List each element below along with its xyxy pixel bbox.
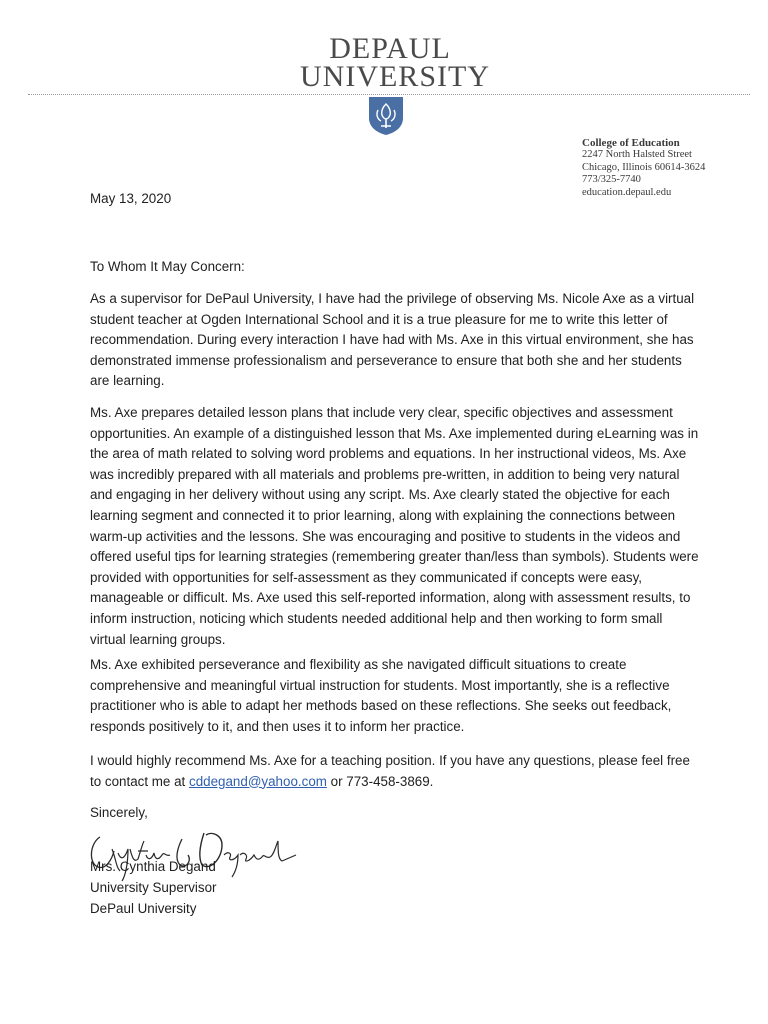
email-link[interactable]: cddegand@yahoo.com (189, 773, 327, 789)
signer-name: Mrs. Cynthia Degand (90, 859, 216, 874)
recommendation-text-start: I would highly recommend Ms. Axe for a teaching position. If you have any questions, please feel free to contact me at (90, 753, 690, 789)
paragraph-recommendation (90, 751, 700, 792)
signer-title: University Supervisor (90, 880, 217, 895)
letter-date: May 13, 2020 (90, 191, 172, 206)
letter-closing: Sincerely, (90, 805, 148, 820)
letterhead-divider (28, 94, 750, 95)
logo-depaul: DEPAUL (329, 32, 451, 65)
recommendation-text-end: or 773-458-3869. (326, 773, 434, 789)
college-phone: 773/325-7740 (582, 174, 641, 186)
college-website: education.depaul.edu (582, 186, 672, 198)
university-shield-icon (368, 96, 404, 136)
paragraph-perseverance: Ms. Axe exhibited perseverance and flexibility as she navigated difficult situations to create comprehensive and meaningful virtual instruction for students. Most importantly, she is a reflective practitioner who is able to adapt her methods based on these reflections. She seeks out feedback, responds positively to it, and then uses it to inform her practice. (90, 657, 672, 734)
signer-organization: DePaul University (90, 901, 197, 916)
paragraph-intro: As a supervisor for DePaul University, I have had the privilege of observing Ms. Nicole Axe as a virtual student teacher at Ogden International School and it is a true pleasure for me to write this letter of recommendation. During every interaction I have had with Ms. Axe in this virtual environment, she has demonstrated immense professionalism and perseverance to ensure that both she and her students are learning. (90, 291, 695, 389)
address-street: 2247 North Halsted Street (582, 149, 692, 161)
college-name: College of Education (582, 137, 680, 149)
letter-salutation: To Whom It May Concern: (90, 259, 245, 274)
paragraph-lesson-details: Ms. Axe prepares detailed lesson plans that include very clear, specific objectives and assessment opportunities. An example of a distinguished lesson that Ms. Axe implemented during eLearning was in the area of math related to solving word problems and equations. In her instructional videos, Ms. Axe was incredibly prepared with all materials and problems pre-written, in addition to being very natural and engaging in her delivery without using any script. Ms. Axe clearly stated the objective for each learning segment and connected it to prior learning, along with explaining the connections between warm-up activities and the lessons. She was encouraging and positive to students in the videos and offered useful tips for learning strategies (remembering greater than/less than symbols). Students were provided with opportunities for self-assessment as they communicated if concepts were easy, manageable or difficult. Ms. Axe used this self-reported information, along with assessment results, to inform instruction, noticing which students needed additional help and then working to form small virtual learning groups. (90, 405, 699, 647)
address-city: Chicago, Illinois 60614-3624 (582, 161, 706, 173)
logo-university: UNIVERSITY (300, 60, 490, 93)
